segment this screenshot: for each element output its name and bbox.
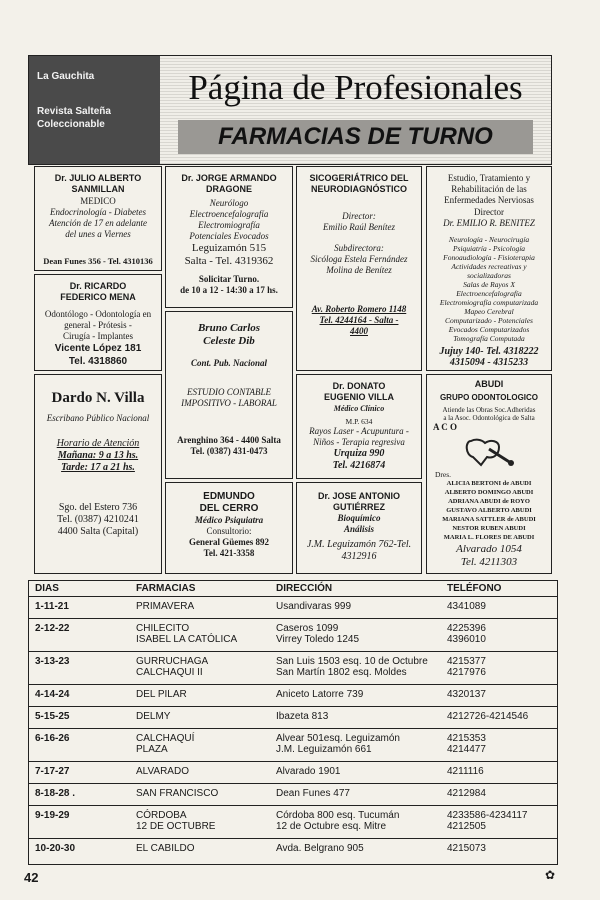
ad-phone: Tel. 4211303 <box>460 556 518 568</box>
ad-phone: Tel. (0387) 4210241 <box>57 514 139 525</box>
cell-direccion <box>276 656 428 678</box>
brand-tagline-2: Coleccionable <box>37 119 105 130</box>
ad-doctor: ALBERTO DOMINGO ABUDI <box>444 489 534 496</box>
ad-dragone <box>165 166 293 308</box>
cell-farmacia <box>136 788 218 799</box>
ad-donato-villa <box>296 374 422 479</box>
cell-dias: 5-15-25 <box>35 711 70 722</box>
ad-specialty: Potenciales Evocados <box>189 231 269 241</box>
ad-specialty: IMPOSITIVO - LABORAL <box>181 398 277 408</box>
cell-farmacia <box>136 623 237 645</box>
cell-direccion-line: Alvarado 1901 <box>276 766 341 777</box>
cell-direccion-line: Ibazeta 813 <box>276 711 329 722</box>
ad-name: GUTIÉRREZ <box>332 502 385 512</box>
ad-name: EUGENIO VILLA <box>323 392 394 402</box>
cell-telefono <box>447 711 528 722</box>
cell-direccion <box>276 601 351 612</box>
ad-name: NEURODIAGNÓSTICO <box>310 184 407 194</box>
ad-service: Salas de Rayos X <box>463 280 515 289</box>
ad-hours-label: Horario de Atención <box>56 438 140 449</box>
ad-specialty: Bioquímico <box>337 513 381 523</box>
ad-address: Jujuy 140- Tel. 4318222 <box>439 346 539 357</box>
table-row <box>29 652 557 685</box>
cell-dias: 1-11-21 <box>35 601 69 612</box>
ad-service: Neurología - Neurocirugía <box>448 235 530 244</box>
cell-dias: 6-16-26 <box>35 733 70 744</box>
cell-telefono <box>447 733 486 755</box>
cell-dias: 3-13-23 <box>35 656 70 667</box>
cell-direccion-line: Dean Funes 477 <box>276 788 350 799</box>
ad-service: socializadoras <box>467 271 511 280</box>
ad-specialty: Médico Clínico <box>333 404 385 413</box>
cell-farmacia-line: CÓRDOBA <box>136 810 187 821</box>
ad-title: Cont. Pub. Nacional <box>190 358 267 368</box>
ad-specialty: Análisis <box>343 524 374 534</box>
ad-phone: Tel. 4216874 <box>332 460 386 471</box>
cell-telefono <box>447 689 486 700</box>
cell-telefono-line: 4320137 <box>447 689 486 700</box>
ad-name: DRAGONE <box>205 184 252 194</box>
ad-hours: del unes a Viernes <box>65 229 131 239</box>
ad-service: Mapeo Cerebral <box>464 307 514 316</box>
header-farmacias: FARMACIAS <box>136 583 196 594</box>
cell-farmacia-line: SAN FRANCISCO <box>136 788 219 799</box>
cell-direccion-line: Aniceto Latorre 739 <box>276 689 364 700</box>
ad-specialty: Endocrinología - Diabetes <box>50 207 146 217</box>
ad-subdirector-label: Subdirectora: <box>334 243 384 253</box>
brand-name: La Gauchita <box>37 71 95 82</box>
ad-specialty: Electromiografía <box>198 220 260 230</box>
cell-direccion-line: Caseros 1099 <box>276 623 339 634</box>
ad-specialty: Médico Psiquiatra <box>194 515 264 525</box>
ad-phone: Tel. 421-3358 <box>203 548 255 558</box>
ad-address: Dean Funes 356 - Tel. 4310136 <box>43 256 153 266</box>
header-title-panel <box>160 56 551 164</box>
tooth-logo-icon <box>459 435 519 469</box>
ad-city: 4400 Salta (Capital) <box>57 526 139 537</box>
cell-direccion-line: Alvear 501esq. Leguizamón <box>276 733 400 744</box>
ad-address: Alvarado 1054 <box>456 543 522 555</box>
cell-direccion-line: San Martín 1802 esq. Moldes <box>276 667 407 678</box>
ad-phone: Salta - Tel. 4319362 <box>184 255 274 267</box>
ad-director-label: Director: <box>342 211 376 221</box>
ad-phone: Tel. (0387) 431-0473 <box>190 446 268 456</box>
table-row <box>29 762 557 784</box>
ad-doctor: MARIA L. FLORES DE ABUDI <box>443 534 535 541</box>
ad-abudi <box>426 374 552 574</box>
ad-subdirector: Molina de Benítez <box>326 265 392 275</box>
ad-service: Electromiografía computarizada <box>439 298 539 307</box>
cell-direccion-line: J.M. Leguizamón 661 <box>276 744 372 755</box>
cell-farmacia-line: ALVARADO <box>136 766 189 777</box>
magazine-brand-panel <box>29 56 160 164</box>
cell-farmacia <box>136 733 194 755</box>
header-direccion: DIRECCIÓN <box>276 583 333 594</box>
cell-farmacia-line: CALCHAQUÍ <box>136 733 195 744</box>
ad-name: Dr. JULIO ALBERTO <box>54 173 142 183</box>
cell-farmacia <box>136 689 187 700</box>
cell-telefono-line: 4341089 <box>447 601 486 612</box>
ad-name: SANMILLAN <box>71 184 125 194</box>
header-dias: DIAS <box>35 583 59 594</box>
page-title: Página de Profesionales <box>188 68 523 107</box>
cell-direccion-line: Córdoba 800 esq. Tucumán <box>276 810 400 821</box>
cell-dias: 2-12-22 <box>35 623 70 634</box>
ad-doctor: NESTOR RUBEN ABUDI <box>452 525 526 532</box>
table-row <box>29 707 557 729</box>
ad-specialty: Cirugía - Implantes <box>63 331 133 341</box>
cell-farmacia <box>136 766 189 777</box>
ad-director-label: Director <box>474 207 504 217</box>
ad-specialty: general - Prótesis - <box>64 320 132 330</box>
ad-name: EDMUNDO <box>203 491 255 502</box>
cell-farmacia-line: 12 DE OCTUBRE <box>136 821 216 832</box>
cell-telefono-line: 4215377 <box>447 656 486 667</box>
table-row <box>29 597 557 619</box>
cell-dias: 7-17-27 <box>35 766 70 777</box>
cell-telefono <box>447 810 527 832</box>
ad-name: Bruno Carlos <box>197 322 261 334</box>
cell-dias: 8-18-28 . <box>35 788 76 799</box>
cell-farmacia <box>136 601 194 612</box>
ad-del-cerro <box>165 482 293 574</box>
ad-name: Dr. JORGE ARMANDO <box>181 173 277 183</box>
ad-estudio-tratamiento <box>426 166 552 371</box>
cell-telefono-line: 4215073 <box>447 843 486 854</box>
ad-title: Escribano Público Nacional <box>46 413 150 423</box>
ad-name: Dr. DONATO <box>332 381 386 391</box>
ad-service: Evocados Computarizados <box>448 325 530 334</box>
cell-telefono-line: 4212505 <box>447 821 486 832</box>
pharmacy-table <box>28 580 558 865</box>
ad-name: Enfermedades Nerviosas <box>444 195 534 205</box>
cell-farmacia-line: EL CABILDO <box>136 843 195 854</box>
table-row <box>29 784 557 806</box>
ad-director: Dr. EMILIO R. BENITEZ <box>443 218 535 228</box>
ad-address: Vicente López 181 <box>54 343 142 354</box>
ad-name: DEL CERRO <box>199 503 259 514</box>
cell-telefono-line: 4212984 <box>447 788 486 799</box>
ad-info: Atiende las Obras Soc.Adheridas <box>442 406 536 414</box>
cell-telefono-line: 4396010 <box>447 634 486 645</box>
cell-farmacia-line: ISABEL LA CATÓLICA <box>136 634 238 645</box>
ad-hours: Atención de 17 en adelante <box>49 218 147 228</box>
ad-phone: Tel. 4244164 - Salta - <box>319 315 399 325</box>
ad-dardo-villa <box>34 374 162 574</box>
ad-info: a la Asoc. Odontológica de Salta <box>443 414 535 422</box>
table-row <box>29 619 557 652</box>
cell-telefono-line: 4215353 <box>447 733 486 744</box>
ad-service: Tomografía Computada <box>453 334 525 343</box>
cell-farmacia-line: PRIMAVERA <box>136 601 195 612</box>
ad-doctors-label: Dres. <box>435 470 452 479</box>
ad-specialty: Odontólogo - Odontología en <box>44 309 152 319</box>
table-row <box>29 806 557 839</box>
ad-name: ABUDI <box>474 379 504 389</box>
ad-name: Estudio, Tratamiento y <box>447 173 531 183</box>
cell-direccion-line: Virrey Toledo 1245 <box>276 634 360 645</box>
cell-direccion-line: San Luis 1503 esq. 10 de Octubre <box>276 656 428 667</box>
cell-farmacia-line: CHILECITO <box>136 623 190 634</box>
cell-direccion <box>276 623 359 645</box>
ad-mena <box>34 274 162 371</box>
cell-telefono-line: 4233586-4234117 <box>447 810 528 821</box>
ad-sicogeriatrico <box>296 166 422 371</box>
cell-direccion <box>276 689 363 700</box>
cell-farmacia <box>136 711 170 722</box>
page-subtitle: FARMACIAS DE TURNO <box>178 120 533 154</box>
cell-telefono <box>447 766 484 777</box>
ad-service: Psiquiatría - Psicología <box>452 244 526 253</box>
table-header <box>29 581 557 597</box>
ad-hours: Mañana: 9 a 13 hs. <box>57 450 139 461</box>
page-header <box>28 55 552 165</box>
ad-doctor: MARIANA SATTLER de ABUDI <box>442 516 536 523</box>
ad-address: Leguizamón 515 <box>191 242 267 254</box>
ad-specialty: Rayos Laser - Acupuntura - <box>309 426 409 436</box>
cell-farmacia <box>136 810 215 832</box>
ad-hours: de 10 a 12 - 14:30 a 17 hs. <box>180 285 278 295</box>
ad-phone: 4312916 <box>341 551 377 562</box>
ad-name: GRUPO ODONTOLOGICO <box>439 393 539 402</box>
ad-specialty: ESTUDIO CONTABLE <box>186 387 272 397</box>
ad-director: Emilio Raúl Benítez <box>323 222 395 232</box>
cell-farmacia-line: GURRUCHAGA <box>136 656 209 667</box>
ad-gutierrez <box>296 482 422 574</box>
ad-name: Rehabilitación de las <box>451 184 527 194</box>
cell-farmacia <box>136 843 195 854</box>
ad-address: Sgo. del Estero 736 <box>58 502 138 513</box>
ad-address: General Güemes 892 <box>189 537 269 547</box>
ad-doctor: GUSTAVO ALBERTO ABUDI <box>446 507 532 514</box>
cell-dias: 10-20-30 <box>35 843 76 854</box>
cell-direccion <box>276 733 400 755</box>
ad-name: Dr. RICARDO <box>69 281 127 291</box>
ad-address: J.M. Leguizamón 762-Tel. <box>306 539 412 550</box>
cell-farmacia <box>136 656 208 678</box>
ad-name: Celeste Dib <box>203 335 255 347</box>
ad-doctor: ALICIA BERTONI de ABUDI <box>446 480 532 487</box>
ad-specialty: Neurólogo <box>209 198 249 208</box>
ad-subdirector: Sicóloga Estela Fernández <box>310 254 408 264</box>
cell-farmacia-line: DEL PILAR <box>136 689 187 700</box>
ad-specialty: MEDICO <box>80 196 116 206</box>
ad-address: Arenghino 364 - 4400 Salta <box>177 435 281 445</box>
cell-dias: 9-19-29 <box>35 810 70 821</box>
ad-address: Urquiza 990 <box>333 448 385 459</box>
printer-mark-icon: ✿ <box>545 868 556 882</box>
cell-farmacia-line: PLAZA <box>136 744 168 755</box>
ad-office-label: Consultorio: <box>206 526 252 536</box>
page-number: 42 <box>24 870 39 885</box>
ad-name: Dardo N. Villa <box>51 390 145 406</box>
ad-service: Computarizado - Potenciales <box>445 316 533 325</box>
table-row <box>29 685 557 707</box>
cell-telefono-line: 4214477 <box>447 744 486 755</box>
ad-service: Actividades recreativas y <box>451 262 527 271</box>
cell-telefono <box>447 788 486 799</box>
ad-specialty: Niños - Terapia regresiva <box>313 437 405 447</box>
ad-phone: Tel. 4318860 <box>68 356 128 367</box>
table-row <box>29 839 557 861</box>
ad-hours: Tarde: 17 a 21 hs. <box>61 462 135 473</box>
brand-tagline-1: Revista Salteña <box>37 106 111 117</box>
ad-name: FEDERICO MENA <box>60 292 136 302</box>
cell-telefono <box>447 601 486 612</box>
ad-phone: 4315094 - 4315233 <box>449 357 529 368</box>
ad-address: Av. Roberto Romero 1148 <box>311 304 407 314</box>
table-row <box>29 729 557 762</box>
cell-farmacia-line: DELMY <box>136 711 171 722</box>
cell-telefono-line: 4212726-4214546 <box>447 711 529 722</box>
cell-dias: 4-14-24 <box>35 689 70 700</box>
ad-specialty: Electroencefalografía <box>189 209 269 219</box>
cell-direccion-line: Usandivaras 999 <box>276 601 352 612</box>
cell-telefono-line: 4217976 <box>447 667 486 678</box>
cell-direccion <box>276 810 399 832</box>
ad-hours: Solicitar Turno. <box>198 274 260 284</box>
cell-direccion <box>276 843 364 854</box>
cell-direccion-line: Avda. Belgrano 905 <box>276 843 364 854</box>
cell-telefono <box>447 623 486 645</box>
ad-aco-label: A C O <box>433 422 458 432</box>
cell-telefono <box>447 656 486 678</box>
ad-service: Electroencefalografía <box>456 289 522 298</box>
cell-farmacia-line: CALCHAQUI II <box>136 667 203 678</box>
ad-dib <box>165 311 293 479</box>
ad-license: M.P. 634 <box>345 417 373 426</box>
cell-direccion <box>276 711 328 722</box>
cell-telefono-line: 4211116 <box>447 766 484 777</box>
ad-name: Dr. JOSE ANTONIO <box>317 491 401 501</box>
cell-direccion-line: 12 de Octubre esq. Mitre <box>276 821 387 832</box>
cell-telefono-line: 4225396 <box>447 623 486 634</box>
ad-doctor: ADRIANA ABUDI de ROYO <box>448 498 530 505</box>
cell-telefono <box>447 843 486 854</box>
ad-service: Fonoaudiología - Fisioterapia <box>443 253 535 262</box>
ad-name: SICOGERIÁTRICO DEL <box>309 173 409 183</box>
cell-direccion <box>276 766 341 777</box>
ad-postcode: 4400 <box>350 326 368 336</box>
header-telefono: TELÉFONO <box>447 583 502 594</box>
ad-sanmillan <box>34 166 162 271</box>
cell-direccion <box>276 788 350 799</box>
